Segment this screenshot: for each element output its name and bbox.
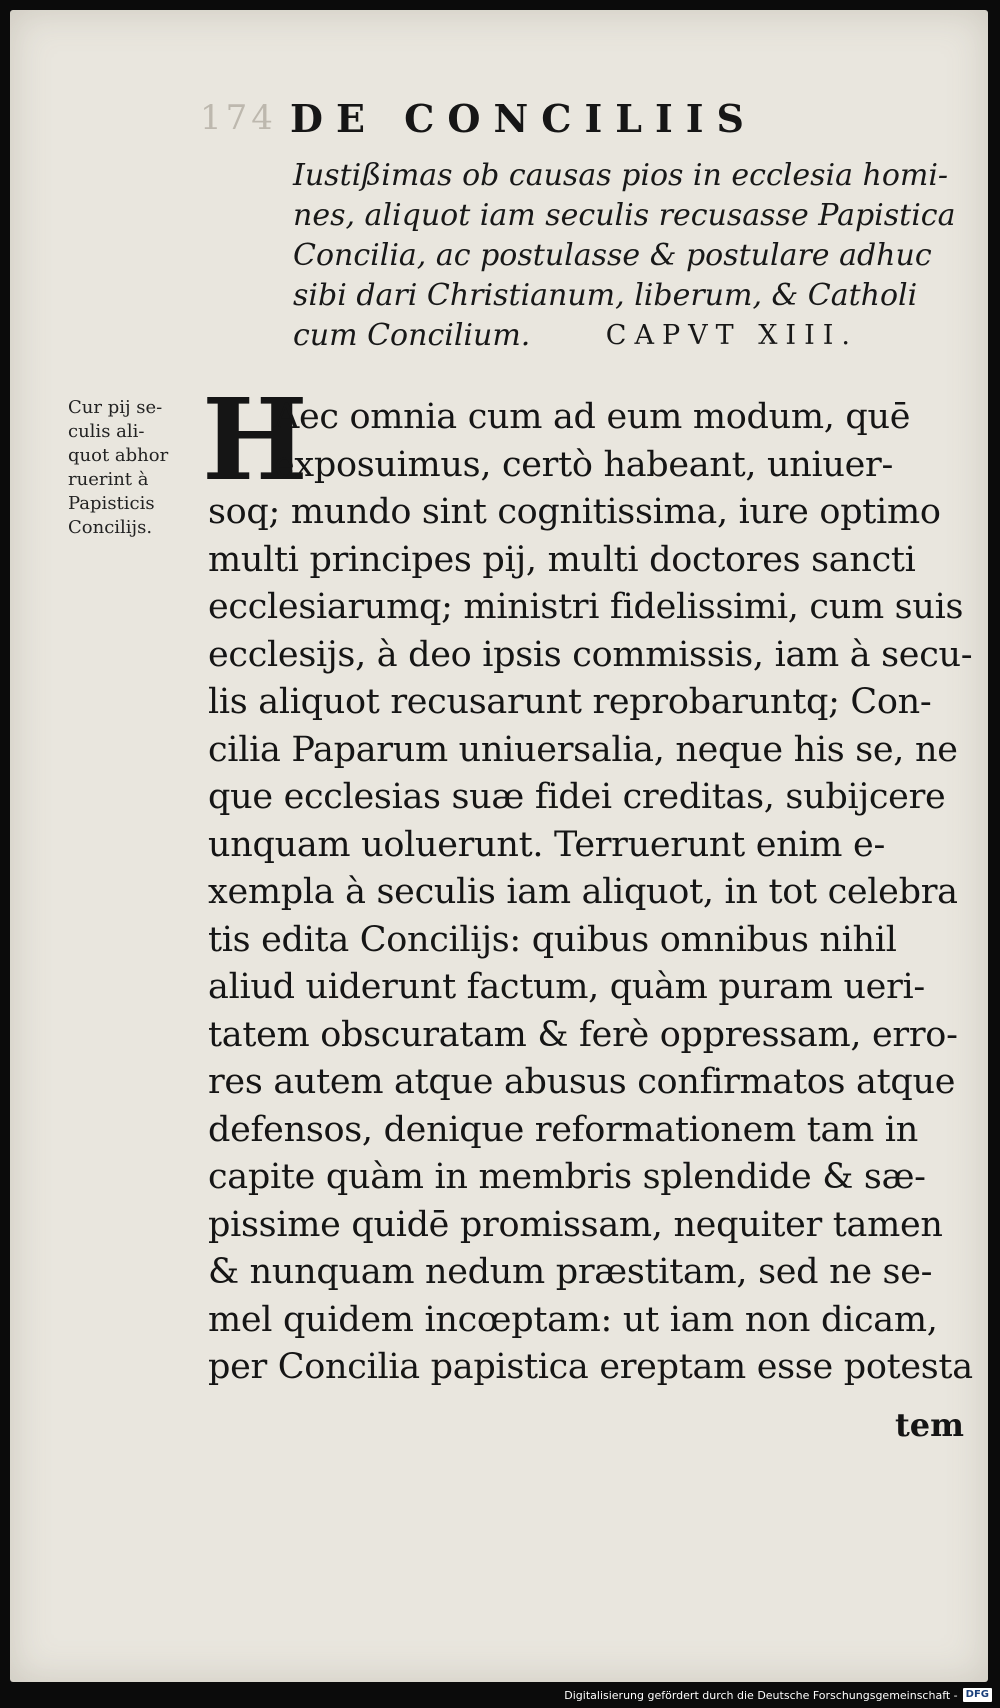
body-line: cilia Paparum uniuersalia, neque his se, ne [208,729,958,770]
marginal-note-line: ruerint à [68,469,149,490]
body-line: tatem obscuratam & ferè oppressam, erro- [208,1014,958,1055]
marginal-note-line: culis ali- [68,421,145,442]
body-line: tis edita Concilijs: quibus omnibus nihil [208,919,897,960]
book-page [10,10,988,1682]
drop-cap: H [202,375,308,506]
body-line: exposuimus, certò habeant, uniuer- [274,444,894,485]
bleed-through-text: 174 [200,98,277,138]
digitization-footer [564,1686,992,1704]
body-line: multi principes pij, multi doctores sancti [208,539,916,580]
chapter-title-line: Concilia, ac postulasse & postulare adhuc [293,238,932,273]
body-line: lis aliquot recusarunt reprobaruntq; Con- [208,682,932,722]
chapter-title-last-line [293,316,858,356]
body-line: ecclesijs, à deo ipsis commissis, iam à secu- [208,634,973,675]
running-header: DE CONCILIIS [290,96,757,141]
body-line: que ecclesias suæ fidei creditas, subijcere [208,777,946,817]
catchword: tem [895,1406,964,1444]
marginal-note-line: Concilijs. [68,517,153,538]
body-line: pissime quidē promissam, nequiter tamen [208,1204,943,1245]
body-line: aliud uiderunt factum, quàm puram ueri- [208,967,925,1007]
body-line: mel quidem incœptam: ut iam non dicam, [208,1299,938,1340]
body-line: per Concilia papistica ereptam esse potesta [208,1347,973,1387]
chapter-title-end: cum Concilium. [293,318,531,353]
marginal-note-line: Papisticis [68,493,155,514]
footer-credit: Digitalisierung gefördert durch die Deutsche Forschungsgemeinschaft - [564,1688,958,1702]
body-line: unquam uoluerunt. Terruerunt enim e- [208,824,885,865]
body-line: capite quàm in membris splendide & sæ- [208,1157,926,1197]
body-line: defensos, denique reformationem tam in [208,1109,918,1150]
body-line: & nunquam nedum præstitam, sed ne se- [208,1252,933,1292]
body-line: soq; mundo sint cognitissima, iure optimo [208,492,941,532]
body-line: xempla à seculis iam aliquot, in tot celebra [208,872,958,912]
chapter-title-line: sibi dari Christianum, liberum, & Catholi [293,278,918,313]
chapter-title-line: Iustißimas ob causas pios in ecclesia homi- [293,158,949,193]
body-line: ecclesiarumq; ministri fidelissimi, cum suis [208,587,964,627]
marginal-note-line: quot abhor [68,445,169,466]
body-line: Aec omnia cum ad eum modum, quē [274,397,911,437]
chapter-title-line: nes, aliquot iam seculis recusasse Papistica [293,198,956,233]
marginal-note-line: Cur pij se- [68,397,163,418]
body-text [208,394,973,1392]
marginal-note [68,396,198,540]
chapter-title [293,156,956,356]
dfg-logo: DFG [963,1688,992,1702]
chapter-number: CAPVT XIII. [605,320,858,351]
body-line: res autem atque abusus confirmatos atque [208,1062,956,1102]
